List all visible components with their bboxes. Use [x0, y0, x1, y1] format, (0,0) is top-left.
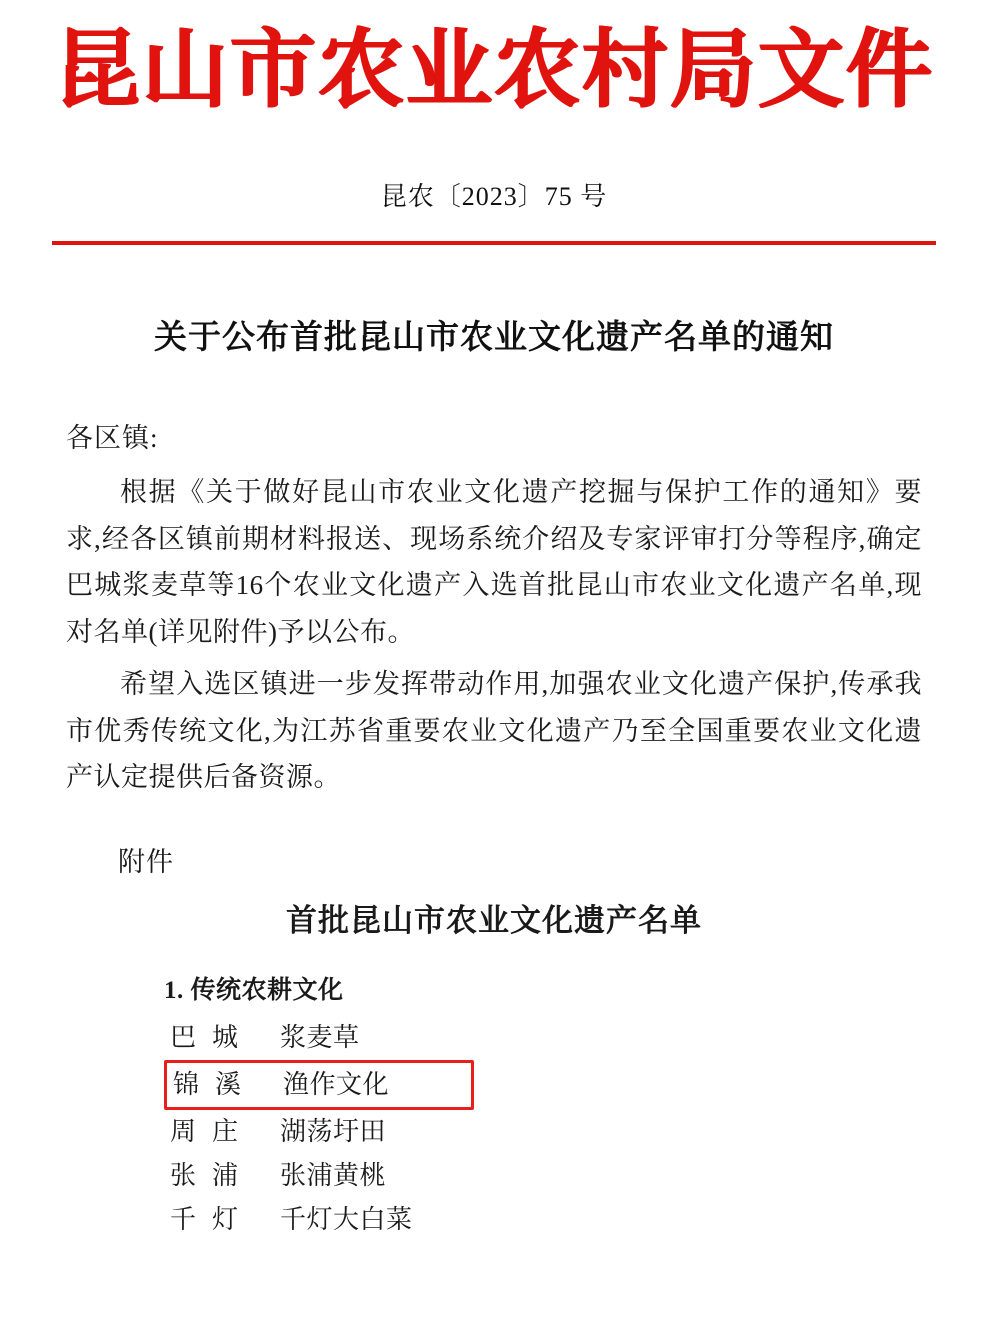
- list-item-town: 锦溪: [173, 1070, 258, 1100]
- list-item-heritage: 张浦黄桃: [280, 1161, 387, 1191]
- red-divider-rule: [52, 241, 936, 245]
- page-title: 关于公布首批昆山市农业文化遗产名单的通知: [154, 320, 834, 357]
- list-item-town: 周庄: [170, 1117, 255, 1147]
- body-paragraph-2: 希望入选区镇进一步发挥带动作用,加强农业文化遗产保护,传承我市优秀传统文化,为江苏省重要农业文化遗产乃至全国重要农业文化遗产认定提供后备资源。: [66, 669, 922, 792]
- list-item: [164, 1154, 474, 1198]
- list-item: [164, 1110, 474, 1154]
- body-paragraph-1: 根据《关于做好昆山市农业文化遗产挖掘与保护工作的通知》要求,经各区镇前期材料报送、现场系统介绍及专家评审打分等程序,确定巴城浆麦草等16个农业文化遗产入选首批昆山市农业文化遗产名单,现对名单(详见附件)予以公布。: [66, 477, 922, 647]
- document-number: 昆农〔2023〕75 号: [380, 182, 608, 212]
- list-item-town: 张浦: [170, 1161, 255, 1191]
- list-item-town: 巴城: [170, 1023, 255, 1053]
- masthead: [52, 0, 936, 245]
- list-item-heritage: 千灯大白菜: [280, 1205, 413, 1235]
- heritage-list: [52, 1016, 936, 1242]
- list-item-heritage: 湖荡圩田: [280, 1117, 387, 1147]
- list-item-heritage: 渔作文化: [283, 1070, 390, 1100]
- section-heading-1: 1. 传统农耕文化: [164, 977, 344, 1005]
- salutation: 各区镇:: [66, 423, 159, 454]
- list-item-highlighted: [164, 1060, 474, 1110]
- list-item: [164, 1198, 474, 1242]
- list-item-heritage: 浆麦草: [280, 1023, 360, 1053]
- document-body: [52, 416, 936, 800]
- list-item: [164, 1016, 474, 1060]
- list-item-town: 千灯: [170, 1205, 255, 1235]
- masthead-title: 昆山市农业农村局文件: [54, 22, 934, 118]
- attachment-title: 首批昆山市农业文化遗产名单: [286, 903, 702, 939]
- attachment-label: 附件: [118, 847, 174, 878]
